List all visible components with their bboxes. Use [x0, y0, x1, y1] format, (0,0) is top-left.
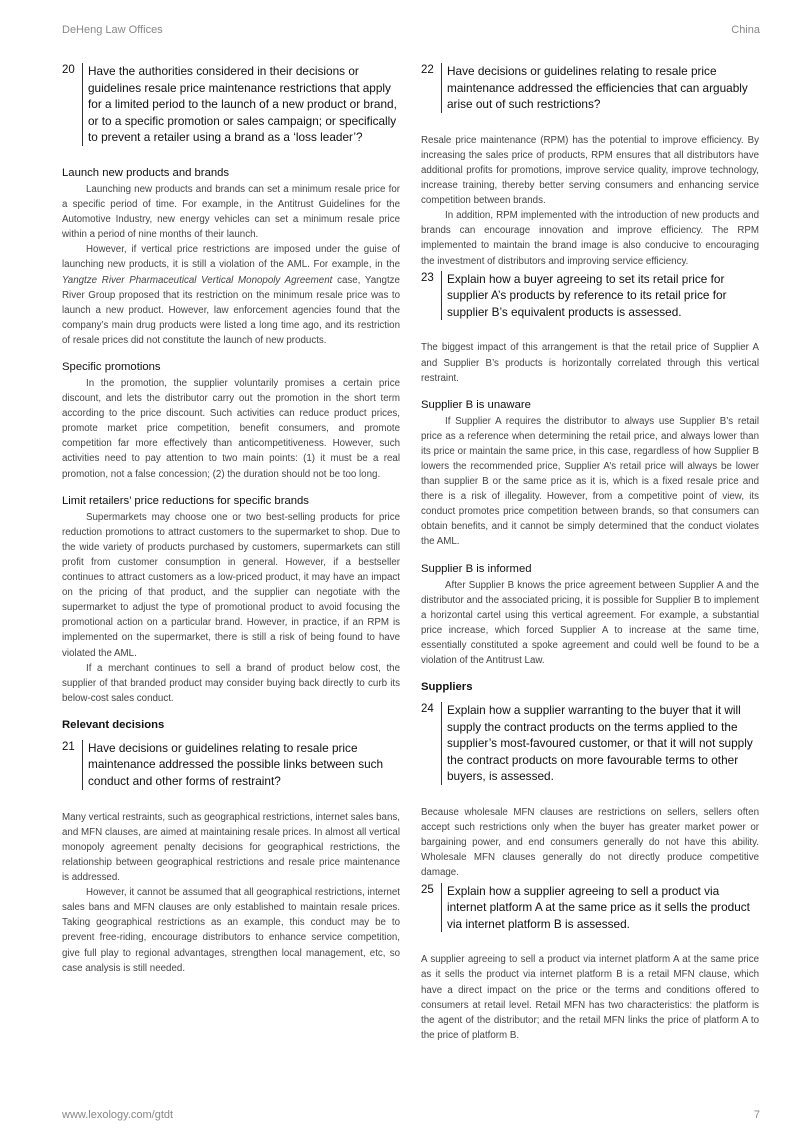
section-heading: Supplier B is informed: [421, 562, 532, 575]
question-text: Have decisions or guidelines relating to resale price maintenance addressed the possible links between such conduct and other forms of restraint?: [82, 740, 400, 790]
right-column: [421, 63, 759, 1043]
footer-url: www.lexology.com/gtdt: [62, 1109, 174, 1121]
paragraph: However, it cannot be assumed that all geographical restrictions, internet sales bans and MFN clauses are only established to maintain resale prices. Taking geographical restrictions as an example, this conduct may be to prevent free-riding, encourage distributors to enhance service competition, give full play to regional advantages, strengthen local management, etc, so case analysis is still needed.: [62, 887, 400, 974]
question-number: 23: [421, 271, 434, 284]
case-name: Yangtze River Pharmaceutical Vertical Monopoly Agreement: [62, 274, 333, 286]
question-25: [421, 883, 759, 933]
section-heading: Limit retailers’ price reductions for specific brands: [62, 494, 309, 507]
paragraph: Supermarkets may choose one or two best-selling products for price reduction promotions to attract customers to the supermarket to shop. Due to the wide variety of products purchased by customers, supermarkets can still profit from customer consumption in general. However, if a bestseller continues to attract customers as a low-priced product, it may have an impact on the pricing of that product, and the supplier can negotiate with the supermarket to adjust the type of promotional product to avoid focusing the promotional action on a particular brand. However, in practice, if an RPM is implemented on the supermarket, there is still a risk of being found to have violated the AML.: [62, 511, 400, 659]
section-heading: Launch new products and brands: [62, 166, 230, 179]
question-number: 22: [421, 64, 434, 76]
paragraph: In addition, RPM implemented with the introduction of new products and brands can encourage innovation and improve efficiency. The RPM implemented to maintain the brand image is also conducive to encouraging the investment of distributors and improving service efficiency.: [421, 210, 759, 267]
question-23: [421, 271, 759, 321]
question-text: Have the authorities considered in their decisions or guidelines resale price maintenance restrictions that apply for a limited period to the launch of a new product or brand, or to a specific promotion or sales campaign; or specifically to prevent a retailer using a brand as a ‘loss leader’?: [82, 63, 400, 146]
header-country: China: [731, 24, 760, 36]
question-number: 25: [421, 883, 434, 896]
question-22: [421, 63, 759, 113]
paragraph: After Supplier B knows the price agreement between Supplier A and the distributor and the associated pricing, it is possible for Supplier B to implement a horizontal cartel using this vertical agreement. For example, a substantial price increase, which forced Supplier A to increase at the same time, essentially constituted a spoke agreement and could well be found to be a violation of the Antitrust Law.: [421, 579, 759, 666]
header-firm-name: DeHeng Law Offices: [62, 24, 163, 36]
question-text: Explain how a buyer agreeing to set its retail price for supplier A’s products by reference to its retail price for supplier B’s equivalent products is assessed.: [441, 271, 759, 321]
paragraph: The biggest impact of this arrangement is that the retail price of Supplier A and Supplier B’s products is horizontally correlated through this vertical restraint.: [421, 342, 759, 384]
question-text: Explain how a supplier agreeing to sell a product via internet platform A at the same price as it sells the product via internet platform B is assessed.: [441, 883, 759, 933]
question-20: [62, 63, 400, 146]
paragraph: In the promotion, the supplier voluntarily promises a certain price discount, and lets the distributor carry out the promotion in the short term according to the price discount. Such activities can reduce product prices, promote market price competition, benefit consumers, and promote competition far more effectively than anticompetitiveness. However, such activities need to pay attention to two main points: (1) it must be a real promotion, not a false concession; (2) the duration should not be too long.: [62, 378, 400, 480]
section-heading: Specific promotions: [62, 361, 161, 373]
question-text: Explain how a supplier warranting to the buyer that it will supply the contract products on the terms applied to the supplier’s most-favoured customer, or that it will not supply the contract products on more favourable terms to other buyers, is assessed.: [441, 702, 759, 785]
paragraph: Launching new products and brands can set a minimum resale price for a specific period of time. For example, in the Antitrust Guidelines for the Automotive Industry, new energy vehicles can set a minimum resale price within a period of nine months of their launch.: [62, 183, 400, 241]
paragraph: Because wholesale MFN clauses are restrictions on sellers, sellers often accept such restrictions only when the buyer has greater market power or bargaining power, and end consumers generally do not have this ability. Wholesale MFN clauses generally do not directly produce competitive damage.: [421, 807, 759, 879]
paragraph: Resale price maintenance (RPM) has the potential to improve efficiency. By increasing the sales price of products, RPM ensures that all distributors have additional profits for promotions, improve service quality, improve technology, increase training, thereby better serving consumers and enhancing service competition between brands.: [421, 134, 759, 207]
question-number: 24: [421, 703, 434, 716]
question-number: 21: [62, 740, 75, 753]
paragraph: If a merchant continues to sell a brand of product below cost, the supplier of that branded product may consider buying back directly to curb its below-cost sales conduct.: [62, 662, 400, 704]
question-number: 20: [62, 64, 75, 76]
paragraph: A supplier agreeing to sell a product via internet platform A at the same price as it sells the product via internet platform B is a retail MFN clause, which have a direct impact on the price or the terms and conditions offered to consumers at retail level. Retail MFN has two characteristics: the platform is the agent of the distributor; and the retail MFN links the price of platform A to the price of platform B.: [421, 954, 759, 1041]
section-heading: Supplier B is unaware: [421, 398, 531, 411]
paragraph: However, if vertical price restrictions are imposed under the guise of launching new products, it is still a violation of the AML. For example, in the Yangtze River Pharmaceutical Vertical Monopoly Agreement case, Yangtze River Group proposed that its restriction on the minimum resale price was to launch a new product. However, law enforcement agencies found that the company’s main drug products were listed a long time ago, and its restriction of resale prices did not constitute the launch of new products.: [62, 244, 400, 346]
question-text: Have decisions or guidelines relating to resale price maintenance addressed the efficiencies that can arguably arise out of such restrictions?: [441, 63, 759, 113]
question-24: [421, 702, 759, 785]
paragraph: If Supplier A requires the distributor to always use Supplier B’s retail price as a reference when determining the retail price, and always lower than its price or maintain the same price, in this case, regardless of how Supplier B lowers the recommended price, Supplier A’s retail price will always be lower than supplier B or the same price as it is, which is a fixed resale price and there is a risk of illegality. However, from a competitive point of view, its conduct promotes price competition between brands, so that consumers can obtain benefits, and it cannot be simply determined that the conduct violates the AML.: [421, 415, 759, 548]
page-number: 7: [753, 1109, 760, 1121]
left-column: [62, 63, 400, 976]
section-heading: Suppliers: [421, 681, 473, 694]
paragraph: Many vertical restraints, such as geographical restrictions, internet sales bans, and MFN clauses, are aimed at maintaining resale prices. In almost all vertical monopoly agreement penalty decisions for geographical restrictions, the relationship between geographical restrictions and resale price maintenance is addressed.: [62, 811, 400, 884]
section-heading: Relevant decisions: [62, 718, 165, 731]
question-21: [62, 740, 400, 790]
